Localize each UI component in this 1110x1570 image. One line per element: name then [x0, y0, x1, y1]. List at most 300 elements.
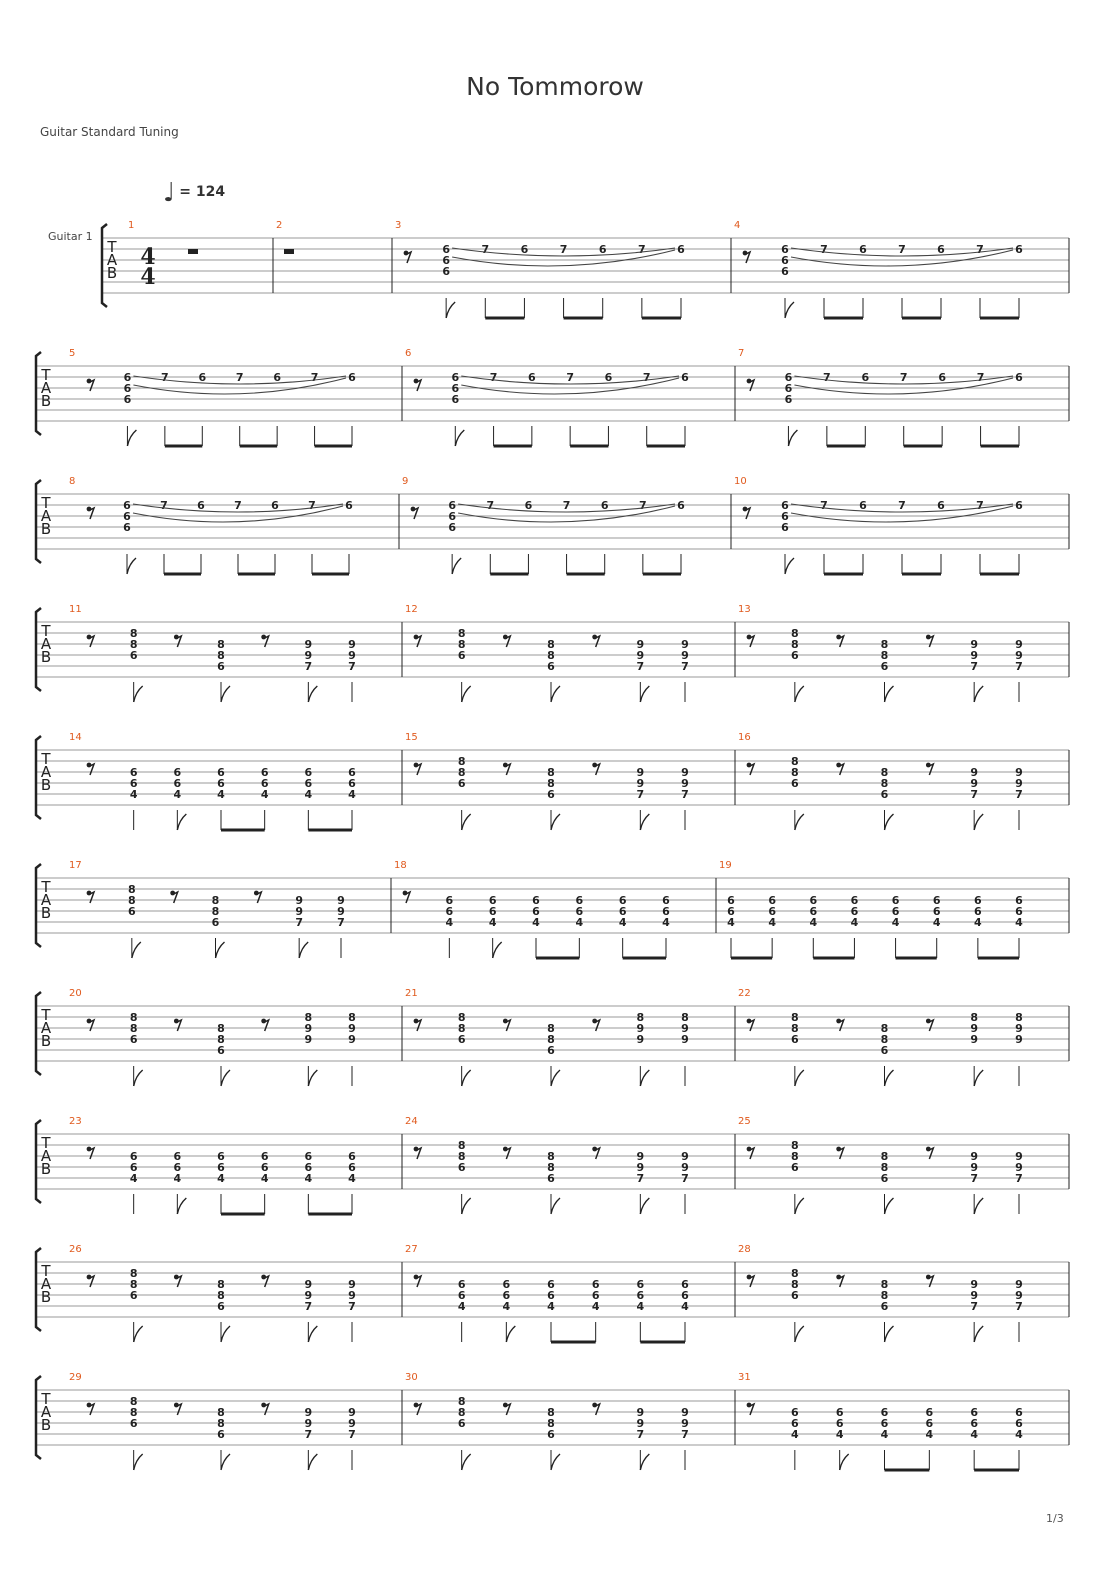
m5-fret: 6	[198, 371, 207, 384]
measure-number: 7	[738, 348, 745, 359]
m31-ev0-eighth-rest-stroke	[749, 1404, 754, 1415]
m15-fret: 7	[636, 788, 645, 801]
m31-fret: 6	[925, 1417, 934, 1430]
m14-fret: 6	[304, 777, 313, 790]
measure-number: 19	[719, 860, 732, 871]
m30-fret: 8	[457, 1406, 466, 1419]
m23-fret: 6	[129, 1161, 138, 1174]
m4-fret: 6	[781, 243, 789, 256]
m24-fret: 6	[547, 1172, 555, 1185]
m13-fret: 9	[1015, 649, 1023, 662]
measure-number: 25	[738, 1116, 751, 1127]
m26-flag	[308, 1326, 317, 1342]
measure-number: 3	[395, 220, 402, 231]
m12-flag	[551, 686, 560, 702]
m22-flag	[974, 1070, 983, 1086]
m21-fret: 8	[636, 1011, 645, 1024]
tab-letter: T	[41, 1134, 51, 1152]
m5-fret: 6	[273, 371, 281, 384]
m4-flag	[785, 302, 794, 318]
m31-flag	[840, 1454, 849, 1470]
m18-fret: 6	[445, 894, 454, 907]
m14-fret: 6	[173, 766, 182, 779]
m14-flag	[177, 814, 186, 830]
tab-letter: B	[40, 1032, 52, 1050]
m31-fret: 6	[835, 1417, 844, 1430]
m24-fret: 9	[681, 1150, 689, 1163]
m18-fret: 6	[618, 905, 627, 918]
m27-fret: 6	[547, 1289, 555, 1302]
m20-fret: 6	[217, 1044, 225, 1057]
m9-fret: 6	[524, 499, 533, 512]
m12-fret: 9	[636, 649, 645, 662]
m23-fret: 6	[173, 1150, 182, 1163]
m31-fret: 6	[791, 1406, 799, 1419]
m17-fret: 6	[128, 905, 136, 918]
m12-fret: 8	[547, 638, 555, 651]
m21-fret: 9	[681, 1022, 689, 1035]
measure-number: 31	[738, 1372, 751, 1383]
m13-fret: 9	[970, 649, 978, 662]
m11-fret: 9	[348, 638, 356, 651]
m31-fret: 6	[880, 1406, 889, 1419]
m13-fret: 6	[880, 660, 889, 673]
m29-ev2-eighth-rest-stroke	[176, 1404, 181, 1415]
m16-fret: 9	[1015, 777, 1023, 790]
m6-fret: 6	[528, 371, 536, 384]
m24-fret: 6	[457, 1161, 466, 1174]
tab-letter: B	[40, 648, 52, 666]
m10-fret: 6	[781, 521, 789, 534]
m6-fret: 6	[451, 393, 460, 406]
m20-fret: 8	[348, 1011, 356, 1024]
tab-letter: A	[40, 1403, 52, 1421]
m15-fret: 9	[681, 766, 689, 779]
m20-flag	[221, 1070, 230, 1086]
measure-number: 6	[405, 348, 412, 359]
m26-fret: 8	[129, 1267, 138, 1280]
m25-fret: 9	[970, 1150, 978, 1163]
m16-fret: 6	[880, 788, 889, 801]
measure-number: 30	[405, 1372, 418, 1383]
m27-fret: 6	[636, 1278, 645, 1291]
m30-fret: 9	[681, 1417, 689, 1430]
m9-fret: 6	[677, 499, 685, 512]
m26-ev4-eighth-rest-stroke	[264, 1276, 269, 1287]
m19-fret: 4	[850, 916, 859, 929]
m2-whole-rest-icon	[284, 249, 294, 254]
m10-fret: 6	[1015, 499, 1023, 512]
m24-fret: 9	[636, 1150, 645, 1163]
m11-fret: 8	[217, 638, 225, 651]
m3-flag	[446, 302, 455, 318]
m17-fret: 8	[211, 894, 220, 907]
m27-fret: 4	[457, 1300, 466, 1313]
m29-fret: 8	[129, 1395, 138, 1408]
m28-fret: 9	[1015, 1278, 1023, 1291]
m26-ev2-eighth-rest-stroke	[176, 1276, 181, 1287]
m11-fret: 7	[304, 660, 313, 673]
m29-ev0-eighth-rest-stroke	[89, 1404, 94, 1415]
m13-fret: 7	[970, 660, 978, 673]
m19-fret: 6	[974, 905, 982, 918]
m15-fret: 8	[457, 755, 466, 768]
tab-letter: T	[41, 622, 51, 640]
m26-fret: 9	[348, 1289, 356, 1302]
m20-fret: 9	[348, 1022, 356, 1035]
m8-fret: 6	[123, 499, 131, 512]
m18-fret: 4	[662, 916, 670, 929]
m17-fret: 9	[337, 894, 345, 907]
m29-fret: 8	[217, 1417, 225, 1430]
m25-fret: 7	[970, 1172, 978, 1185]
m19-fret: 6	[727, 905, 735, 918]
m17-fret: 8	[128, 883, 136, 896]
m28-fret: 8	[791, 1278, 799, 1291]
time-signature-top: 4	[140, 244, 156, 270]
m19-fret: 6	[891, 894, 900, 907]
m15-fret: 8	[457, 766, 466, 779]
m23-fret: 6	[304, 1150, 313, 1163]
m10-flag	[785, 558, 794, 574]
m28-fret: 7	[970, 1300, 978, 1313]
m30-ev0-eighth-rest-stroke	[416, 1404, 421, 1415]
m5-fret: 6	[123, 393, 132, 406]
tab-letter: A	[40, 1147, 52, 1165]
tempo-value: = 124	[179, 184, 226, 200]
m16-fret: 8	[791, 755, 799, 768]
m27-fret: 6	[502, 1278, 511, 1291]
m25-fret: 8	[880, 1161, 889, 1174]
m30-fret: 6	[457, 1417, 466, 1430]
tab-letter: A	[40, 891, 52, 909]
measure-number: 29	[69, 1372, 82, 1383]
m7-ev0-eighth-rest-stroke	[749, 380, 754, 391]
m31-fret: 6	[1015, 1406, 1023, 1419]
m14-fret: 4	[129, 788, 138, 801]
m14-ev0-eighth-rest-stroke	[89, 764, 94, 775]
m23-fret: 4	[348, 1172, 356, 1185]
m29-fret: 9	[304, 1417, 313, 1430]
m25-fret: 8	[791, 1150, 799, 1163]
m12-fret: 8	[457, 627, 466, 640]
m13-ev0-eighth-rest-stroke	[749, 636, 754, 647]
m18-fret: 6	[532, 905, 540, 918]
m30-fret: 9	[636, 1417, 645, 1430]
m14-fret: 6	[260, 766, 269, 779]
m7-fret: 6	[861, 371, 870, 384]
m12-fret: 6	[457, 649, 466, 662]
m17-fret: 8	[211, 905, 220, 918]
m31-fret: 6	[970, 1417, 978, 1430]
m11-flag	[221, 686, 230, 702]
m20-fret: 9	[348, 1033, 356, 1046]
m10-ev0-eighth-rest-stroke	[745, 508, 750, 519]
m14-fret: 4	[348, 788, 356, 801]
m15-ev2-eighth-rest-stroke	[505, 764, 510, 775]
m12-fret: 7	[681, 660, 689, 673]
measure-number: 27	[405, 1244, 418, 1255]
measure-number: 5	[69, 348, 76, 359]
m10-fret: 6	[781, 499, 789, 512]
m23-fret: 4	[304, 1172, 313, 1185]
m21-fret: 9	[636, 1033, 645, 1046]
m9-fret: 6	[600, 499, 609, 512]
m6-flag	[455, 430, 464, 446]
m22-flag	[795, 1070, 804, 1086]
m17-flag	[216, 942, 225, 958]
m10-fret: 6	[859, 499, 867, 512]
m24-fret: 8	[457, 1139, 466, 1152]
m21-fret: 8	[457, 1011, 466, 1024]
m17-fret: 8	[128, 894, 136, 907]
m27-fret: 6	[502, 1289, 511, 1302]
m18-fret: 4	[445, 916, 454, 929]
m24-fret: 8	[547, 1150, 555, 1163]
m6-fret: 6	[681, 371, 689, 384]
m27-fret: 4	[636, 1300, 645, 1313]
m13-fret: 7	[1015, 660, 1023, 673]
m30-fret: 7	[681, 1428, 689, 1441]
tab-letter: B	[40, 1160, 52, 1178]
m19-fret: 6	[891, 905, 900, 918]
m19-fret: 6	[727, 894, 735, 907]
m15-ev4-eighth-rest-stroke	[595, 764, 600, 775]
m21-fret: 6	[457, 1033, 466, 1046]
m10-fret: 6	[937, 499, 945, 512]
m15-ev0-eighth-rest-stroke	[416, 764, 421, 775]
m22-ev4-eighth-rest-stroke	[928, 1020, 933, 1031]
m23-fret: 6	[260, 1150, 269, 1163]
m13-ev4-eighth-rest-stroke	[928, 636, 933, 647]
tab-letter: T	[41, 1262, 51, 1280]
m30-fret: 9	[636, 1406, 645, 1419]
m21-fret: 8	[547, 1022, 555, 1035]
m17-ev0-eighth-rest-stroke	[89, 892, 94, 903]
m20-fret: 8	[129, 1022, 138, 1035]
m27-fret: 6	[457, 1278, 466, 1291]
m19-fret: 4	[727, 916, 735, 929]
m28-fret: 9	[1015, 1289, 1023, 1302]
m6-fret: 6	[451, 371, 460, 384]
m6-fret: 7	[489, 371, 498, 384]
m29-fret: 8	[217, 1406, 225, 1419]
tab-letter: A	[40, 635, 52, 653]
m3-fret: 6	[442, 254, 450, 267]
m15-fret: 9	[636, 777, 645, 790]
m5-fret: 6	[348, 371, 356, 384]
m20-fret: 6	[129, 1033, 138, 1046]
m23-fret: 6	[348, 1150, 356, 1163]
m21-fret: 8	[681, 1011, 689, 1024]
m27-fret: 6	[636, 1289, 645, 1302]
tab-letter: A	[40, 1275, 52, 1293]
m23-fret: 6	[173, 1161, 182, 1174]
m30-flag	[640, 1454, 649, 1470]
m27-fret: 4	[502, 1300, 511, 1313]
m15-flag	[462, 814, 471, 830]
m13-flag	[974, 686, 983, 702]
m24-fret: 8	[547, 1161, 555, 1174]
m4-fret: 6	[937, 243, 945, 256]
m8-fret: 6	[123, 521, 131, 534]
m22-flag	[885, 1070, 894, 1086]
m24-ev0-eighth-rest-stroke	[416, 1148, 421, 1159]
m11-fret: 9	[304, 649, 313, 662]
m14-fret: 6	[173, 777, 182, 790]
m21-ev4-eighth-rest-stroke	[595, 1020, 600, 1031]
m16-flag	[974, 814, 983, 830]
m21-fret: 6	[547, 1044, 555, 1057]
m4-fret: 7	[820, 243, 828, 256]
m27-flag	[506, 1326, 515, 1342]
m10-fret: 7	[898, 499, 906, 512]
m23-fret: 6	[129, 1150, 138, 1163]
m16-fret: 6	[791, 777, 799, 790]
measure-number: 1	[128, 220, 135, 231]
m22-fret: 9	[1015, 1033, 1023, 1046]
m29-ev4-eighth-rest-stroke	[264, 1404, 269, 1415]
m24-ev4-eighth-rest-stroke	[595, 1148, 600, 1159]
m12-flag	[462, 686, 471, 702]
m31-fret: 6	[835, 1406, 844, 1419]
m29-fret: 8	[129, 1406, 138, 1419]
m8-fret: 6	[271, 499, 279, 512]
m22-fret: 8	[880, 1022, 889, 1035]
m4-fret: 7	[898, 243, 906, 256]
m10-fret: 7	[976, 499, 984, 512]
m17-ev4-eighth-rest-stroke	[256, 892, 261, 903]
m14-fret: 6	[129, 777, 138, 790]
m16-ev4-eighth-rest-stroke	[928, 764, 933, 775]
m7-fret: 6	[1015, 371, 1023, 384]
m23-fret: 6	[348, 1161, 356, 1174]
m7-fret: 7	[823, 371, 831, 384]
m18-fret: 6	[488, 894, 497, 907]
tab-letter: T	[41, 366, 51, 384]
m31-fret: 4	[791, 1428, 799, 1441]
m13-flag	[795, 686, 804, 702]
m31-fret: 4	[1015, 1428, 1023, 1441]
m17-fret: 9	[337, 905, 345, 918]
m20-flag	[134, 1070, 143, 1086]
m28-ev0-eighth-rest-stroke	[749, 1276, 754, 1287]
m7-fret: 6	[938, 371, 946, 384]
tab-letter: A	[40, 507, 52, 525]
m15-fret: 8	[547, 766, 555, 779]
m27-fret: 6	[681, 1278, 689, 1291]
m11-fret: 8	[129, 638, 138, 651]
m27-fret: 4	[681, 1300, 689, 1313]
m23-fret: 4	[173, 1172, 182, 1185]
m7-fret: 6	[784, 382, 793, 395]
m13-fret: 8	[791, 638, 799, 651]
m12-fret: 9	[636, 638, 645, 651]
time-signature-bottom: 4	[140, 264, 156, 290]
m16-fret: 7	[1015, 788, 1023, 801]
m22-fret: 9	[970, 1022, 978, 1035]
m31-fret: 6	[970, 1406, 978, 1419]
m28-fret: 9	[970, 1278, 978, 1291]
measure-number: 11	[69, 604, 82, 615]
m18-fret: 6	[575, 905, 584, 918]
m3-fret: 6	[520, 243, 529, 256]
m26-fret: 8	[129, 1278, 138, 1291]
m28-fret: 8	[880, 1289, 889, 1302]
m24-fret: 9	[636, 1161, 645, 1174]
m11-fret: 9	[348, 649, 356, 662]
m30-fret: 8	[547, 1406, 555, 1419]
m23-ev0-eighth-rest-stroke	[89, 1148, 94, 1159]
m18-fret: 4	[618, 916, 627, 929]
m12-fret: 8	[547, 649, 555, 662]
m11-flag	[308, 686, 317, 702]
m19-fret: 4	[768, 916, 776, 929]
m18-fret: 6	[445, 905, 454, 918]
m12-fret: 8	[457, 638, 466, 651]
m26-fret: 6	[129, 1289, 138, 1302]
m13-fret: 9	[1015, 638, 1023, 651]
m19-fret: 6	[1015, 894, 1023, 907]
m13-fret: 8	[880, 638, 889, 651]
m6-fret: 7	[642, 371, 651, 384]
m17-fret: 7	[295, 916, 303, 929]
m24-fret: 9	[681, 1161, 689, 1174]
m5-fret: 7	[235, 371, 244, 384]
m28-flag	[795, 1326, 804, 1342]
m28-fret: 8	[880, 1278, 889, 1291]
tab-letter: T	[41, 878, 51, 896]
m31-fret: 4	[880, 1428, 889, 1441]
m23-flag	[177, 1198, 186, 1214]
m18-flag	[493, 942, 502, 958]
m24-flag	[462, 1198, 471, 1214]
m29-fret: 6	[129, 1417, 138, 1430]
measure-number: 17	[69, 860, 82, 871]
m31-fret: 6	[925, 1406, 934, 1419]
m25-ev4-eighth-rest-stroke	[928, 1148, 933, 1159]
m28-flag	[885, 1326, 894, 1342]
m5-fret: 7	[310, 371, 319, 384]
m20-ev4-eighth-rest-stroke	[264, 1020, 269, 1031]
m25-ev0-eighth-rest-stroke	[749, 1148, 754, 1159]
m28-ev2-eighth-rest-stroke	[839, 1276, 844, 1287]
m14-fret: 6	[348, 766, 356, 779]
m17-fret: 6	[211, 916, 220, 929]
m29-flag	[134, 1454, 143, 1470]
m21-fret: 8	[547, 1033, 555, 1046]
m5-fret: 6	[123, 382, 132, 395]
m11-fret: 9	[304, 638, 313, 651]
m18-fret: 4	[575, 916, 584, 929]
m27-fret: 6	[457, 1289, 466, 1302]
m30-ev2-eighth-rest-stroke	[505, 1404, 510, 1415]
measure-number: 23	[69, 1116, 82, 1127]
m30-fret: 8	[457, 1395, 466, 1408]
measure-number: 9	[402, 476, 409, 487]
m16-flag	[795, 814, 804, 830]
tab-letter: B	[40, 392, 52, 410]
m28-fret: 6	[791, 1289, 799, 1302]
m21-fret: 9	[681, 1033, 689, 1046]
m4-fret: 6	[859, 243, 867, 256]
m23-fret: 6	[217, 1150, 225, 1163]
tab-letter: A	[106, 251, 118, 269]
m14-fret: 4	[260, 788, 269, 801]
measure-number: 13	[738, 604, 751, 615]
m3-ev0-eighth-rest-stroke	[406, 252, 411, 263]
m17-fret: 9	[295, 894, 303, 907]
